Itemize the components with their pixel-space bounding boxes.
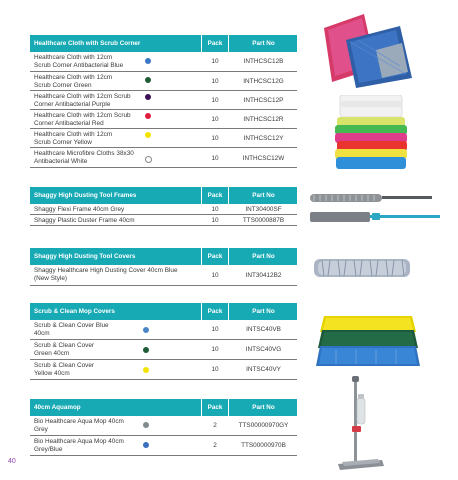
pack-qty: 2 xyxy=(213,442,217,449)
color-dot-red xyxy=(145,113,151,119)
part-number: INTSC40VB xyxy=(246,326,281,333)
pack-qty: 10 xyxy=(211,116,219,123)
header-pack: Pack xyxy=(207,404,223,411)
section-header xyxy=(30,35,297,52)
microfibre-cloth-stack-image xyxy=(332,95,410,171)
product-name: Healthcare Cloth with 12cm Scrub Corner Antibacterial Red xyxy=(34,112,131,127)
header-product: Shaggy High Dusting Tool Covers xyxy=(34,253,136,260)
part-number: INTHCSC12W xyxy=(242,155,285,162)
color-dot-yellow xyxy=(145,132,151,138)
header-product: 40cm Aquamop xyxy=(34,404,81,411)
section-shaggy-covers xyxy=(30,248,297,286)
shaggy-frame-image xyxy=(306,192,446,228)
pack-qty: 10 xyxy=(211,135,219,142)
header-pack: Pack xyxy=(207,40,223,47)
table-row xyxy=(30,360,297,380)
header-part-no: Part No xyxy=(252,253,275,260)
product-name: Shaggy Flexi Frame 40cm Grey xyxy=(34,206,125,213)
color-dot-blue xyxy=(143,327,149,333)
color-dot-purple xyxy=(145,94,151,100)
part-number: INTSC40VY xyxy=(246,366,281,373)
color-dot-blue xyxy=(145,58,151,64)
color-dot-green xyxy=(143,347,149,353)
color-dot-grey xyxy=(143,422,149,428)
part-number: INTHCSC12P xyxy=(243,97,284,104)
table-row xyxy=(30,204,297,215)
pack-qty: 10 xyxy=(211,206,219,213)
part-number: INTHCSC12Y xyxy=(243,135,284,142)
table-row xyxy=(30,148,297,168)
table-row xyxy=(30,416,297,436)
pack-qty: 10 xyxy=(211,155,219,162)
shaggy-cover-image xyxy=(312,256,412,280)
product-name: Shaggy Plastic Duster Frame 40cm xyxy=(34,217,135,224)
part-number: INTHCSC12R xyxy=(243,116,284,123)
section-header xyxy=(30,248,297,265)
header-product: Shaggy High Dusting Tool Frames xyxy=(34,192,137,199)
product-name: Healthcare Microfibre Cloths 38x30 Antibacterial White xyxy=(34,150,134,165)
product-name: Scrub & Clean Cover Green 40cm xyxy=(34,342,95,357)
header-product: Healthcare Cloth with Scrub Corner xyxy=(34,40,141,47)
header-part-no: Part No xyxy=(252,308,275,315)
table-row xyxy=(30,52,297,72)
pack-qty: 10 xyxy=(211,366,219,373)
product-name: Shaggy Healthcare High Dusting Cover 40cm Blue (New Style) xyxy=(34,267,178,282)
part-number: INT30400SF xyxy=(245,206,282,213)
header-product: Scrub & Clean Mop Covers xyxy=(34,308,115,315)
pack-qty: 10 xyxy=(211,326,219,333)
color-dot-yellow xyxy=(143,367,149,373)
product-name: Healthcare Cloth with 12cm Scrub Corner Antibacterial Purple xyxy=(34,93,131,108)
section-shaggy-frames xyxy=(30,187,297,226)
section-header xyxy=(30,187,297,204)
table-row xyxy=(30,215,297,226)
table-row xyxy=(30,320,297,340)
section-aquamop xyxy=(30,399,297,456)
table-row xyxy=(30,265,297,286)
section-header xyxy=(30,399,297,416)
color-dot-white xyxy=(145,156,152,163)
part-number: TTS0000887B xyxy=(242,217,285,224)
part-number: INTSC40VG xyxy=(245,346,282,353)
table-row xyxy=(30,91,297,110)
part-number: INTHCSC12G xyxy=(243,78,284,85)
page-number: 40 xyxy=(8,458,16,465)
pack-qty: 10 xyxy=(211,58,219,65)
product-name: Bio Healthcare Aqua Mop 40cm Grey xyxy=(34,418,124,433)
header-pack: Pack xyxy=(207,192,223,199)
table-row xyxy=(30,72,297,91)
section-healthcare-cloth xyxy=(30,35,297,168)
aquamop-image xyxy=(334,376,388,472)
header-part-no: Part No xyxy=(252,404,275,411)
table-row xyxy=(30,129,297,148)
section-scrub-clean xyxy=(30,303,297,380)
pack-qty: 10 xyxy=(211,217,219,224)
header-part-no: Part No xyxy=(252,40,275,47)
scrub-clean-covers-image xyxy=(316,314,420,368)
pack-qty: 10 xyxy=(211,78,219,85)
part-number: INT30412B2 xyxy=(245,272,282,279)
color-dot-green xyxy=(145,77,151,83)
header-pack: Pack xyxy=(207,308,223,315)
pack-qty: 10 xyxy=(211,346,219,353)
product-name: Scrub & Clean Cover Blue 40cm xyxy=(34,322,109,337)
product-name: Scrub & Clean Cover Yellow 40cm xyxy=(34,362,95,377)
part-number: TTS00000970GY xyxy=(238,422,289,429)
header-part-no: Part No xyxy=(252,192,275,199)
product-name: Healthcare Cloth with 12cm Scrub Corner Green xyxy=(34,74,113,89)
product-name: Healthcare Cloth with 12cm Scrub Corner Yellow xyxy=(34,131,113,146)
part-number: INTHCSC12B xyxy=(243,58,284,65)
header-pack: Pack xyxy=(207,253,223,260)
table-row xyxy=(30,110,297,129)
pack-qty: 2 xyxy=(213,422,217,429)
product-name: Bio Healthcare Aqua Mop 40cm Grey/Blue xyxy=(34,438,124,453)
table-row xyxy=(30,340,297,360)
part-number: TTS00000970B xyxy=(241,442,286,449)
color-dot-grey-blue xyxy=(143,442,149,448)
pack-qty: 10 xyxy=(211,97,219,104)
product-name: Healthcare Cloth with 12cm Scrub Corner Antibacterial Blue xyxy=(34,54,124,69)
section-header xyxy=(30,303,297,320)
scrub-corner-cloths-image xyxy=(318,10,416,88)
pack-qty: 10 xyxy=(211,272,219,279)
table-row xyxy=(30,436,297,456)
